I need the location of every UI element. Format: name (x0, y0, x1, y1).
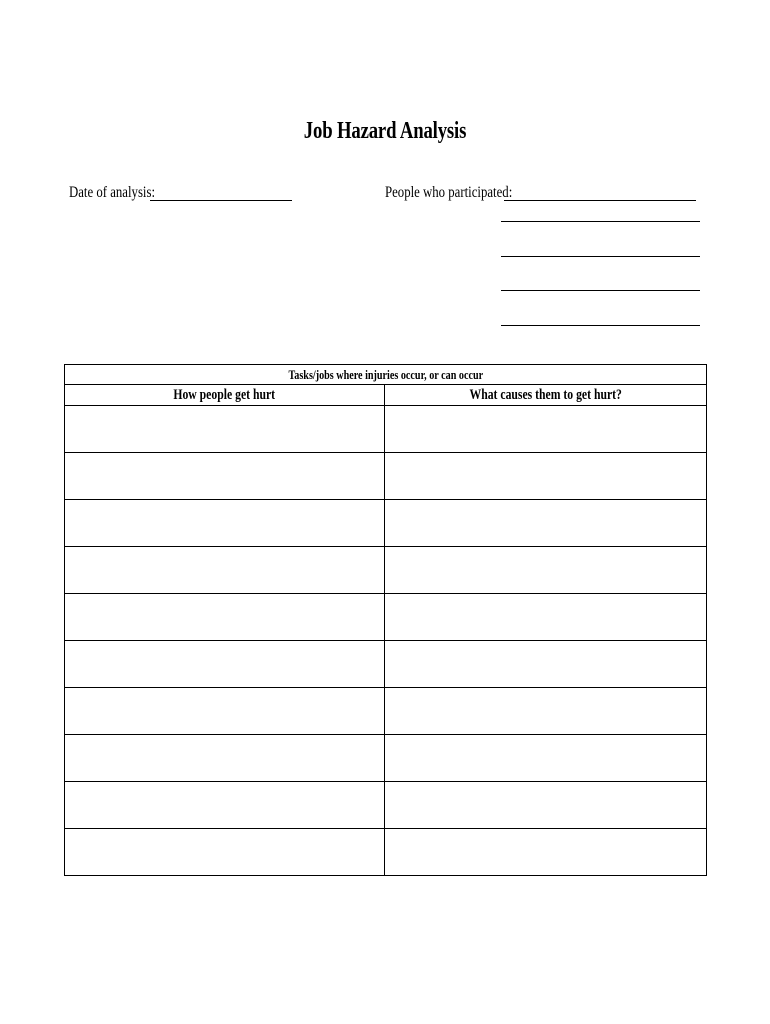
cause-cell[interactable] (385, 641, 707, 688)
participant-field-5[interactable] (501, 325, 700, 326)
table-row (65, 735, 707, 782)
table-row (65, 641, 707, 688)
table-caption-row (65, 365, 707, 385)
how-hurt-cell[interactable] (65, 829, 385, 876)
cause-cell[interactable] (385, 735, 707, 782)
how-hurt-cell[interactable] (65, 547, 385, 594)
table-row (65, 453, 707, 500)
page-title: Job Hazard Analysis (303, 118, 467, 144)
cause-cell[interactable] (385, 547, 707, 594)
cause-cell[interactable] (385, 594, 707, 641)
table-row (65, 782, 707, 829)
table-caption-text: Tasks/jobs where injuries occur, or can occur (288, 366, 483, 382)
cause-cell[interactable] (385, 453, 707, 500)
hazard-table (64, 364, 707, 876)
column-header-what-causes (385, 385, 707, 406)
table-row (65, 688, 707, 735)
how-hurt-cell[interactable] (65, 500, 385, 547)
date-field[interactable] (150, 200, 292, 201)
cause-cell[interactable] (385, 829, 707, 876)
table-row (65, 547, 707, 594)
date-label: Date of analysis: (69, 184, 156, 201)
participant-field-1[interactable] (504, 200, 696, 201)
cause-cell[interactable] (385, 782, 707, 829)
participant-field-4[interactable] (501, 290, 700, 291)
table-row (65, 594, 707, 641)
table-caption (65, 365, 707, 385)
how-hurt-cell[interactable] (65, 735, 385, 782)
how-hurt-cell[interactable] (65, 594, 385, 641)
participant-field-2[interactable] (501, 221, 700, 222)
column-header-how-hurt-text: How people get hurt (173, 386, 276, 403)
table-row (65, 500, 707, 547)
cause-cell[interactable] (385, 500, 707, 547)
participant-field-3[interactable] (501, 256, 700, 257)
how-hurt-cell[interactable] (65, 453, 385, 500)
how-hurt-cell[interactable] (65, 688, 385, 735)
how-hurt-cell[interactable] (65, 641, 385, 688)
participants-label: People who participated: (385, 184, 513, 201)
column-header-how-hurt (65, 385, 385, 406)
table-row (65, 406, 707, 453)
cause-cell[interactable] (385, 688, 707, 735)
how-hurt-cell[interactable] (65, 782, 385, 829)
column-header-what-causes-text: What causes them to get hurt? (469, 386, 622, 403)
how-hurt-cell[interactable] (65, 406, 385, 453)
table-header-row (65, 385, 707, 406)
cause-cell[interactable] (385, 406, 707, 453)
table-row (65, 829, 707, 876)
